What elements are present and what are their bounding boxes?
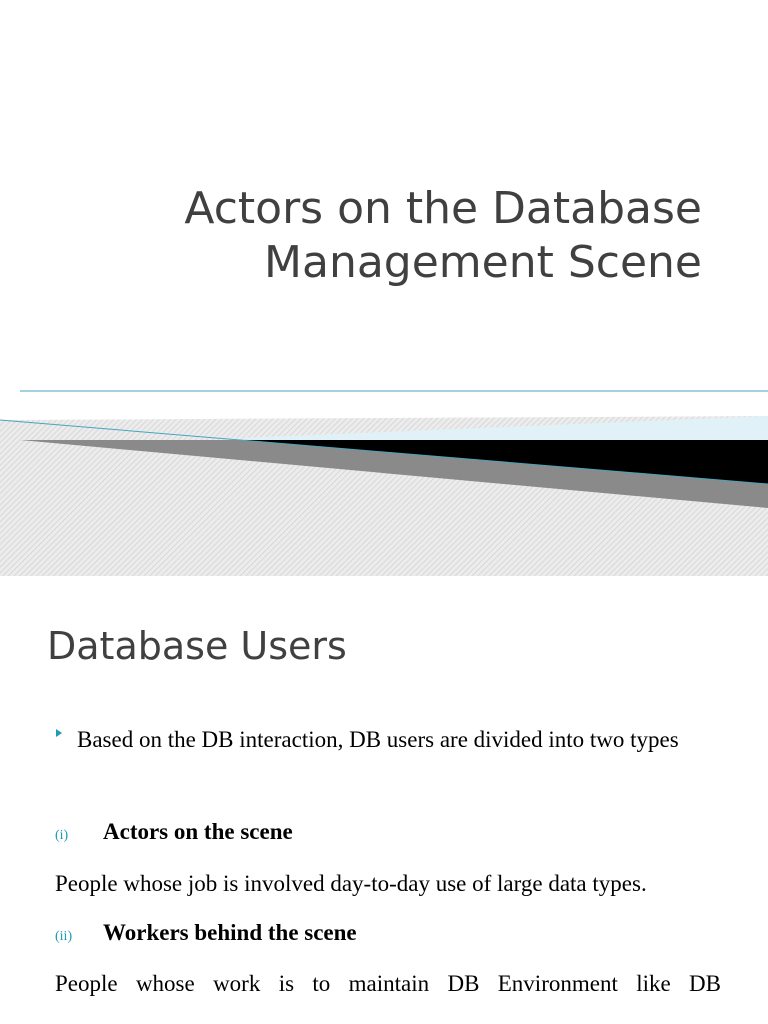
bullet-arrow-icon — [56, 729, 62, 737]
title-line-1: Actors on the Database — [184, 183, 702, 234]
content-slide — [0, 576, 768, 1024]
item-2-title: Workers behind the scene — [103, 920, 357, 945]
item-1-number: (i) — [55, 828, 69, 843]
item-1-description: People whose job is involved day-to-day use of large data types. — [55, 871, 647, 896]
slide-title — [62, 182, 702, 290]
decorative-bands — [0, 380, 768, 576]
section-heading: Database Users — [47, 624, 347, 668]
item-2-number: (ii) — [55, 929, 73, 944]
item-2-description: People whose work is to maintain DB Environment like DB — [55, 971, 721, 996]
item-1-title: Actors on the scene — [103, 819, 293, 844]
bullet-text: Based on the DB interaction, DB users are divided into two types — [77, 727, 679, 752]
title-line-2: Management Scene — [264, 237, 702, 288]
